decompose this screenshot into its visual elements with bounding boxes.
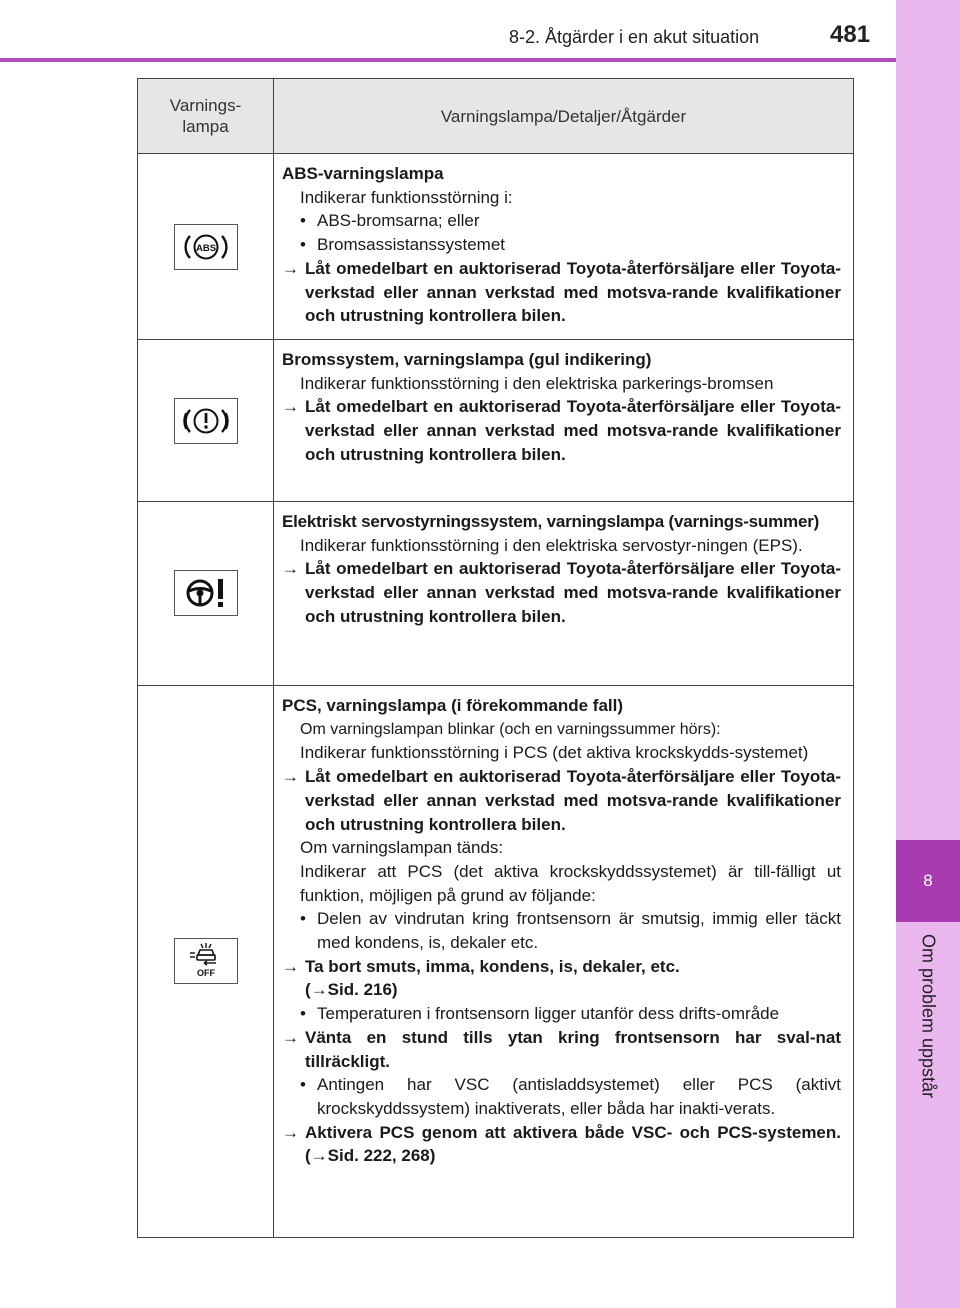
blink-intro: Om varningslampan blinkar (och en varningssummer hörs): bbox=[300, 720, 721, 738]
lamp-title: Bromssystem, varningslampa (gul indikering) bbox=[282, 350, 652, 369]
action-text: → Vänta en stund tills ytan kring frontsensorn har sval-nat tillräckligt. bbox=[282, 1027, 841, 1071]
svg-text:ABS: ABS bbox=[195, 242, 216, 254]
table-row bbox=[138, 154, 854, 340]
col-header-lamp: Varnings- lampa bbox=[138, 79, 274, 154]
brake-system-warning-icon bbox=[174, 398, 238, 444]
page-reference: (→Sid. 216) bbox=[305, 980, 398, 1000]
icon-cell bbox=[138, 154, 274, 340]
arrow-icon: → bbox=[282, 258, 299, 278]
lit-intro: Om varningslampan tänds: bbox=[300, 838, 504, 858]
lamp-description: Indikerar funktionsstörning i: bbox=[300, 187, 513, 207]
chapter-title: Om problem uppstår bbox=[918, 934, 939, 1099]
table-row bbox=[138, 340, 854, 502]
lamp-description: Indikerar funktionsstörning i den elektriska parkerings-bromsen bbox=[300, 373, 774, 393]
chapter-number-box bbox=[896, 840, 960, 922]
header-rule bbox=[0, 58, 896, 62]
details-cell bbox=[274, 686, 854, 1238]
svg-text:OFF: OFF bbox=[196, 967, 215, 978]
action-text: → Ta bort smuts, imma, kondens, is, dekaler, etc. bbox=[282, 955, 841, 979]
action-text: → Låt omedelbart en auktoriserad Toyota-återförsäljare eller Toyota-verkstad eller annan verkstad med motsva-rande kvalifikationer och utrustning kontrollera bilen. bbox=[282, 767, 841, 834]
action-text: → Låt omedelbart en auktoriserad Toyota-återförsäljare eller Toyota-verkstad eller annan verkstad med motsva-rande kvalifikationer och utrustning kontrollera bilen. bbox=[282, 559, 841, 626]
chapter-title-box bbox=[896, 922, 960, 1172]
action-text: → Låt omedelbart en auktoriserad Toyota-återförsäljare eller Toyota-verkstad eller annan verkstad med motsva-rande kvalifikationer och utrustning kontrollera bilen. bbox=[282, 397, 841, 464]
arrow-icon: → bbox=[282, 1122, 299, 1142]
action-text: → Aktivera PCS genom att aktivera både VSC- och PCS-systemen. (→Sid. 222, 268) bbox=[282, 1122, 841, 1166]
lamp-title: Elektriskt servostyrningssystem, varningslampa (varnings-summer) bbox=[282, 512, 820, 531]
pcs-off-icon bbox=[174, 938, 238, 984]
arrow-icon: → bbox=[282, 767, 299, 787]
arrow-icon: → bbox=[310, 980, 328, 1000]
details-cell bbox=[274, 154, 854, 340]
bullet-item: • Delen av vindrutan kring frontsensorn är smutsig, immig eller täckt med kondens, is, dekaler etc. bbox=[300, 909, 841, 953]
bullet-item: • ABS-bromsarna; eller bbox=[300, 211, 480, 231]
col-header-details: Varningslampa/Detaljer/Åtgärder bbox=[274, 79, 854, 154]
bullet-item: • Temperaturen i frontsensorn ligger utanför dess drifts-område bbox=[300, 1004, 780, 1024]
icon-cell bbox=[138, 686, 274, 1238]
bullet-item: • Bromsassistanssystemet bbox=[300, 235, 505, 255]
lamp-title: ABS-varningslampa bbox=[282, 164, 444, 183]
eps-warning-icon bbox=[174, 570, 238, 616]
action-text: → Låt omedelbart en auktoriserad Toyota-återförsäljare eller Toyota-verkstad eller annan verkstad med motsva-rande kvalifikationer och utrustning kontrollera bilen. bbox=[282, 258, 841, 326]
table-row bbox=[138, 502, 854, 686]
arrow-icon: → bbox=[282, 956, 299, 976]
table-header-row bbox=[138, 79, 854, 154]
page-number: 481 bbox=[830, 21, 871, 48]
icon-cell bbox=[138, 340, 274, 502]
blink-description: Indikerar funktionsstörning i PCS (det aktiva krockskydds-systemet) bbox=[300, 743, 809, 763]
bullet-item: • Antingen har VSC (antisladdsystemet) eller PCS (aktivt krockskyddssystem) inaktiverats, eller båda har inakti-verats. bbox=[300, 1075, 841, 1118]
icon-cell bbox=[138, 502, 274, 686]
lamp-description: Indikerar funktionsstörning i den elektriska servostyr-ningen (EPS). bbox=[300, 535, 803, 555]
arrow-icon: → bbox=[282, 1027, 299, 1047]
details-cell bbox=[274, 340, 854, 502]
arrow-icon: → bbox=[282, 559, 299, 579]
warning-light-table bbox=[137, 78, 854, 1238]
abs-warning-icon bbox=[174, 224, 238, 270]
arrow-icon: → bbox=[282, 397, 299, 417]
table-row bbox=[138, 686, 854, 1238]
arrow-icon: → bbox=[310, 1146, 328, 1166]
lit-description: Indikerar att PCS (det aktiva krockskyddssystemet) är till-fälligt ut funktion, möjligen på grund av följande: bbox=[300, 861, 841, 905]
lamp-title: PCS, varningslampa (i förekommande fall) bbox=[282, 696, 624, 715]
details-cell bbox=[274, 502, 854, 686]
chapter-number: 8 bbox=[923, 871, 933, 890]
section-title: 8-2. Åtgärder i en akut situation bbox=[509, 27, 760, 47]
